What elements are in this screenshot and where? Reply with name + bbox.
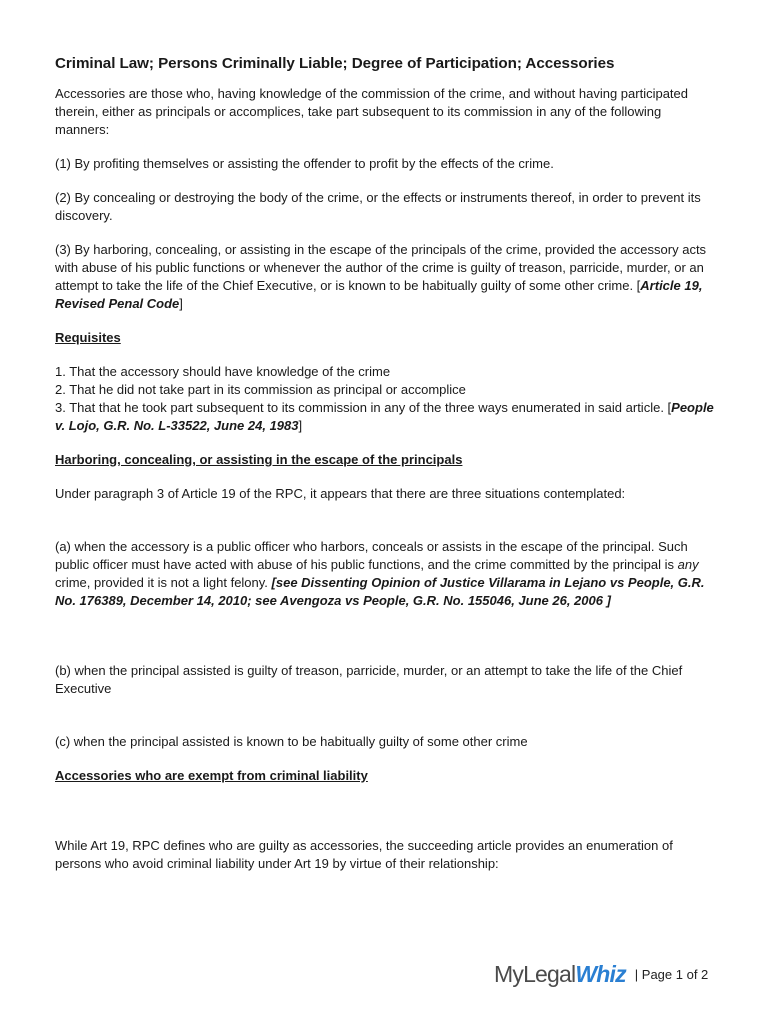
requisite-3-text: 3. That that he took part subsequent to its commission in any of the three ways enumerated in said article. [: [55, 400, 672, 415]
requisite-1: 1. That the accessory should have knowledge of the crime: [55, 364, 391, 379]
logo-legal: Legal: [523, 961, 576, 987]
page-title: Criminal Law; Persons Criminally Liable; Degree of Participation; Accessories: [55, 55, 615, 72]
logo-my: My: [494, 961, 524, 987]
manner-1-paragraph: (1) By profiting themselves or assisting the offender to profit by the effects of the crime.: [55, 156, 554, 171]
situation-a-emphasis: any: [677, 557, 699, 572]
situation-a-text-2: crime, provided it is not a light felony.: [55, 575, 272, 590]
manner-3-close: ]: [179, 296, 183, 311]
page-number: | Page 1 of 2: [634, 966, 709, 982]
mylegalwhiz-logo: [494, 958, 626, 990]
document-page: [55, 54, 719, 873]
requisite-3-citation: People v. Lojo, G.R. No. L-33522, June 24, 1983: [55, 400, 714, 433]
requisite-2: 2. That he did not take part in its commission as principal or accomplice: [55, 382, 466, 397]
situation-b-paragraph: (b) when the principal assisted is guilty of treason, parricide, murder, or an attempt to take the life of the Chief Executive: [55, 663, 683, 696]
requisite-3: [55, 399, 719, 435]
requisites-heading: Requisites: [55, 330, 121, 345]
logo-whiz: Whiz: [575, 961, 626, 987]
requisite-3-close: ]: [298, 418, 303, 433]
manner-3-text: (3) By harboring, concealing, or assisting in the escape of the principals of the crime, provided the accessory acts with abuse of his public functions or whenever the author of the crime is guilty of treason, parricide, murder, or an attempt to take the life of the Chief Executive, or is known to be habitually guilty of some other crime. [: [55, 242, 707, 293]
page-footer: [494, 958, 708, 990]
manner-3-citation: Article 19, Revised Penal Code: [55, 278, 703, 311]
exempt-paragraph: While Art 19, RPC defines who are guilty as accessories, the succeeding article provides an enumeration of persons who avoid criminal liability under Art 19 by virtue of their relationship:: [55, 838, 673, 871]
intro-paragraph: Accessories are those who, having knowledge of the commission of the crime, and without having participated therein, either as principals or accomplices, take part subsequent to its commission in any of the following manners:: [55, 86, 689, 137]
harboring-intro: Under paragraph 3 of Article 19 of the RPC, it appears that there are three situations contemplated:: [55, 486, 626, 501]
harboring-heading: Harboring, concealing, or assisting in the escape of the principals: [55, 452, 463, 467]
situation-a-paragraph: [55, 538, 719, 610]
exempt-heading: Accessories who are exempt from criminal liability: [55, 768, 368, 783]
situation-a-citation: [see Dissenting Opinion of Justice Villarama in Lejano vs People, G.R. No. 176389, December 14, 2010; see Avengoza vs People, G.R. No. 155046, June 26, 2006 ]: [55, 575, 705, 608]
situation-a-text: (a) when the accessory is a public officer who harbors, conceals or assists in the escape of the principal. Such public officer must have acted with abuse of his public functions, and the crime committed by the principal is: [55, 539, 688, 572]
manner-3-paragraph: [55, 241, 719, 313]
situation-c-paragraph: (c) when the principal assisted is known to be habitually guilty of some other crime: [55, 734, 528, 749]
manner-2-paragraph: (2) By concealing or destroying the body of the crime, or the effects or instruments thereof, in order to prevent its discovery.: [55, 190, 701, 223]
